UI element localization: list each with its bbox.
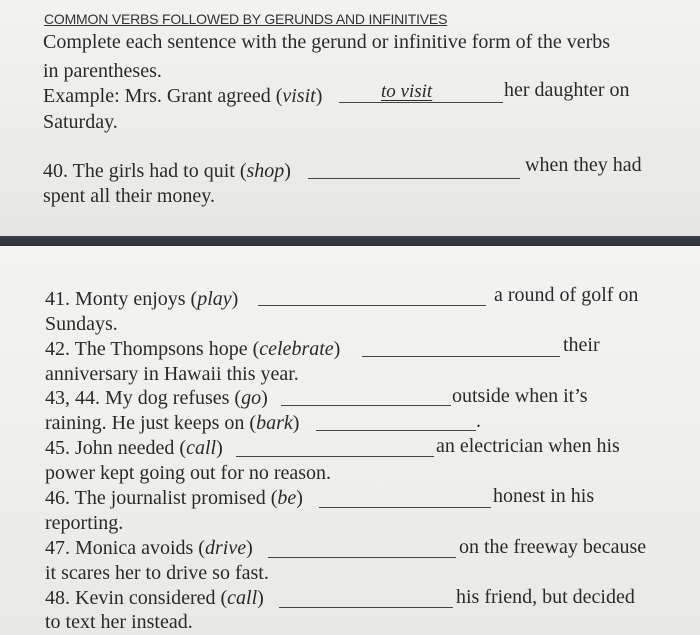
q40-continuation: spent all their money. xyxy=(43,185,215,207)
example-answer: to visit xyxy=(381,81,433,102)
q41-suffix: a round of golf on xyxy=(494,284,639,306)
q46-answer-blank[interactable] xyxy=(319,507,491,508)
q41-answer-blank[interactable] xyxy=(258,305,486,306)
q44-prompt: raining. He just keeps on (bark) xyxy=(45,412,300,434)
q47-continuation: it scares her to drive so fast. xyxy=(45,562,269,584)
page-divider xyxy=(0,236,700,246)
q43-suffix: outside when it’s xyxy=(452,385,588,407)
q48-prompt: 48. Kevin considered (call) xyxy=(45,587,264,609)
q46-suffix: honest in his xyxy=(493,485,595,507)
q48-continuation: to text her instead. xyxy=(45,611,193,633)
q47-suffix: on the freeway because xyxy=(459,536,647,558)
q46-prompt: 46. The journalist promised (be) xyxy=(45,487,303,509)
example-prompt: Example: Mrs. Grant agreed (visit) xyxy=(43,85,323,107)
q43-answer-blank[interactable] xyxy=(281,405,451,406)
q42-continuation: anniversary in Hawaii this year. xyxy=(45,363,299,385)
q48-suffix: his friend, but decided xyxy=(456,586,635,608)
q40-prompt: 40. The girls had to quit (shop) xyxy=(43,160,291,182)
q45-suffix: an electrician when his xyxy=(436,435,620,457)
q45-prompt: 45. John needed (call) xyxy=(45,437,223,459)
q43-prompt: 43, 44. My dog refuses (go) xyxy=(45,387,268,409)
example-continuation: Saturday. xyxy=(43,111,118,133)
instructions-line-1: Complete each sentence with the gerund or infinitive form of the verbs xyxy=(43,31,611,53)
q40-suffix: when they had xyxy=(525,154,642,176)
q46-continuation: reporting. xyxy=(45,512,124,534)
instructions-line-2: in parentheses. xyxy=(43,60,162,82)
q42-prompt: 42. The Thompsons hope (celebrate) xyxy=(45,338,341,360)
q45-answer-blank[interactable] xyxy=(236,456,434,457)
worksheet-header: COMMON VERBS FOLLOWED BY GERUNDS AND INFINITIVES xyxy=(44,11,448,27)
q45-continuation: power kept going out for no reason. xyxy=(45,462,332,484)
q42-suffix: their xyxy=(563,334,600,356)
q47-answer-blank[interactable] xyxy=(268,557,456,558)
q44-period: . xyxy=(476,410,481,432)
worksheet-top-section xyxy=(0,0,700,236)
q40-answer-blank[interactable] xyxy=(308,178,520,179)
q41-continuation: Sundays. xyxy=(45,313,118,335)
q42-answer-blank[interactable] xyxy=(362,356,560,357)
q48-answer-blank[interactable] xyxy=(279,607,453,608)
example-suffix: her daughter on xyxy=(504,79,630,101)
q44-answer-blank[interactable] xyxy=(316,430,476,431)
q47-prompt: 47. Monica avoids (drive) xyxy=(45,537,253,559)
q41-prompt: 41. Monty enjoys (play) xyxy=(45,288,239,310)
worksheet-bottom-section xyxy=(0,246,700,635)
